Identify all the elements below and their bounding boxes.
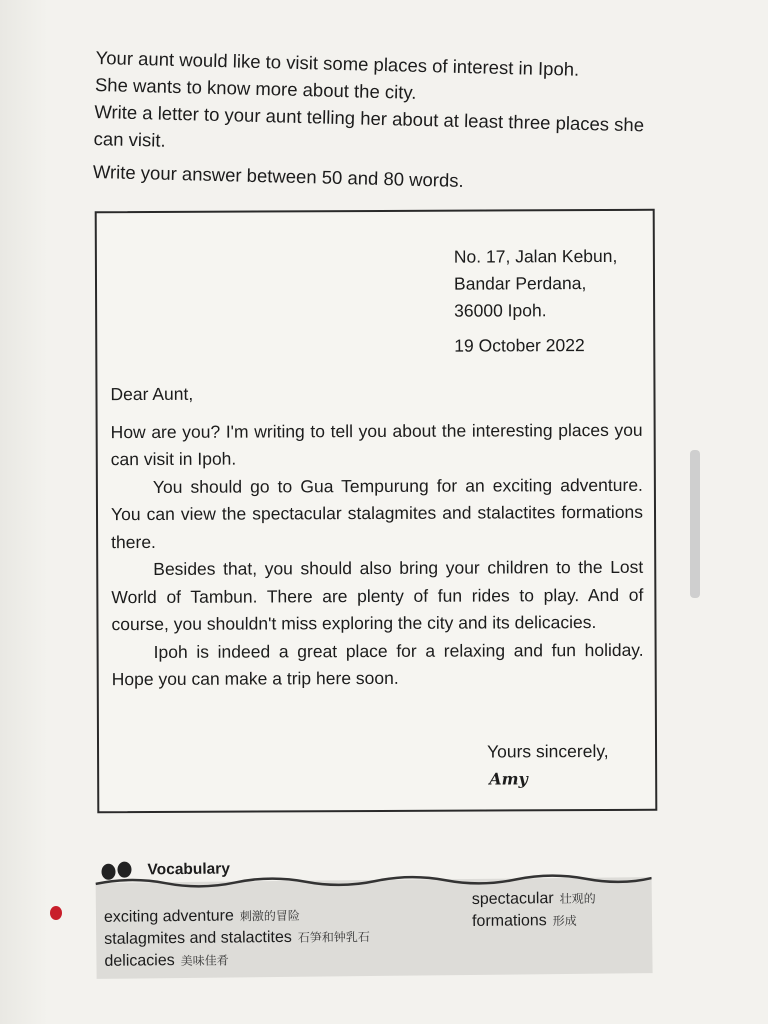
page-tab xyxy=(690,450,700,598)
letter-date: 19 October 2022 xyxy=(454,335,585,356)
vocab-translation: 壮观的 xyxy=(559,891,596,907)
letter-paragraph: You should go to Gua Tempurung for an exciting adventure. You can view the spectacular stalagmites and stalactites formations there. xyxy=(110,474,644,552)
instruction-line: Write your answer between 50 and 80 words. xyxy=(92,160,464,192)
footprints-icon xyxy=(99,861,133,881)
instruction-line: Your aunt would like to visit some places of interest in Ipoh. xyxy=(95,46,580,80)
address-line: Bandar Perdana, xyxy=(453,273,587,294)
closing-phrase: Yours sincerely, xyxy=(487,740,609,762)
letter-paragraph: How are you? I'm writing to tell you about the interesting places you can visit in Ipoh. xyxy=(110,419,643,470)
vocab-term: spectacular xyxy=(471,890,554,908)
task-instructions xyxy=(93,44,676,199)
address-line: No. 17, Jalan Kebun, xyxy=(453,245,618,267)
page-edge-shadow xyxy=(0,0,48,1024)
vocabulary-column xyxy=(104,904,370,973)
letter-closing xyxy=(487,737,609,794)
vocab-item xyxy=(104,926,370,951)
salutation: Dear Aunt, xyxy=(110,383,194,405)
vocab-item xyxy=(104,948,370,973)
address-line: 36000 Ipoh. xyxy=(454,300,547,321)
vocabulary-title: Vocabulary xyxy=(147,860,231,879)
vocabulary-box xyxy=(95,855,652,979)
letter-paragraph: Ipoh is indeed a great place for a relaxing and fun holiday. Hope you can make a trip here soon. xyxy=(111,639,644,690)
vocab-term: formations xyxy=(471,912,547,930)
vocab-term: delicacies xyxy=(104,952,175,970)
instruction-line: Write a letter to your aunt telling her about at least three places she can visit. xyxy=(93,100,645,151)
vocabulary-heading xyxy=(99,860,230,881)
vocab-item xyxy=(472,910,596,933)
vocab-translation: 刺激的冒险 xyxy=(239,908,300,924)
signature: Amy xyxy=(489,769,528,789)
sender-address xyxy=(454,243,618,360)
vocab-translation: 形成 xyxy=(552,913,577,929)
letter-paragraph: Besides that, you should also bring your children to the Lost World of Tambun. There are plenty of fun rides to play. And of course, you shouldn't miss exploring the city and its delicacies. xyxy=(111,556,644,635)
letter-box xyxy=(95,209,658,813)
vocab-translation: 美味佳肴 xyxy=(180,953,229,969)
vocab-item xyxy=(104,904,370,929)
instruction-line: She wants to know more about the city. xyxy=(94,73,417,103)
vocab-term: exciting adventure xyxy=(103,907,234,926)
vocabulary-column xyxy=(472,888,596,933)
vocab-item xyxy=(472,888,596,911)
vocab-term: stalagmites and stalactites xyxy=(104,928,292,948)
vocab-translation: 石笋和钟乳石 xyxy=(297,930,370,945)
red-mark xyxy=(50,906,62,920)
letter-body xyxy=(110,379,643,694)
